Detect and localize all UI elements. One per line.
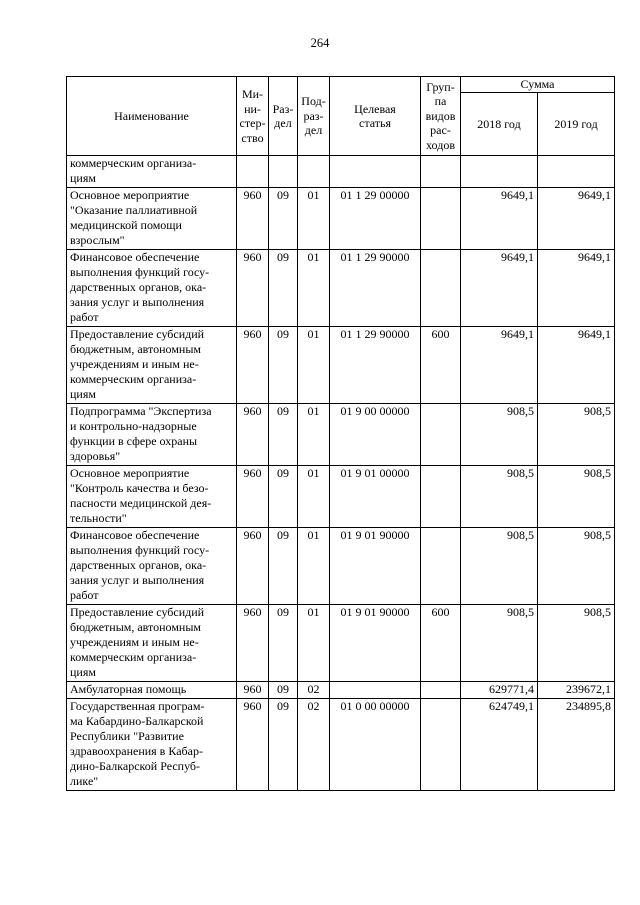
cell-name: Предоставление субсидий бюджетным, автономным учреждениям и иным не- коммерческим организа- циям <box>67 605 237 682</box>
cell-ministry: 960 <box>237 327 269 404</box>
header-year-2019: 2019 год <box>538 93 615 156</box>
cell-target: 01 1 29 90000 <box>330 250 421 327</box>
cell-subsection: 01 <box>298 466 330 528</box>
table-row <box>67 188 615 250</box>
cell-ministry: 960 <box>237 404 269 466</box>
cell-expense-group <box>421 699 461 791</box>
cell-section: 09 <box>269 327 298 404</box>
budget-table <box>66 76 615 791</box>
cell-target <box>330 682 421 699</box>
cell-section: 09 <box>269 188 298 250</box>
cell-target: 01 1 29 00000 <box>330 188 421 250</box>
table-row <box>67 250 615 327</box>
cell-sum-2019: 239672,1 <box>538 682 615 699</box>
cell-sum-2019: 908,5 <box>538 466 615 528</box>
cell-target: 01 9 00 00000 <box>330 404 421 466</box>
cell-section: 09 <box>269 466 298 528</box>
cell-ministry: 960 <box>237 250 269 327</box>
cell-sum-2019: 908,5 <box>538 605 615 682</box>
cell-sum-2018: 9649,1 <box>461 327 538 404</box>
cell-sum-2019: 908,5 <box>538 528 615 605</box>
cell-target: 01 0 00 00000 <box>330 699 421 791</box>
cell-name: Амбулаторная помощь <box>67 682 237 699</box>
cell-expense-group <box>421 250 461 327</box>
cell-expense-group: 600 <box>421 327 461 404</box>
header-name: Наименование <box>67 77 237 156</box>
cell-target <box>330 156 421 188</box>
table-row <box>67 699 615 791</box>
table-body <box>67 156 615 791</box>
cell-sum-2018: 9649,1 <box>461 188 538 250</box>
cell-ministry: 960 <box>237 188 269 250</box>
table-row <box>67 404 615 466</box>
cell-expense-group <box>421 682 461 699</box>
cell-name: Основное мероприятие "Оказание паллиативной медицинской помощи взрослым" <box>67 188 237 250</box>
cell-subsection: 01 <box>298 327 330 404</box>
page-number: 264 <box>310 36 330 50</box>
cell-section: 09 <box>269 404 298 466</box>
table-header <box>67 77 615 156</box>
cell-sum-2018: 9649,1 <box>461 250 538 327</box>
cell-name: Государственная програм- ма Кабардино-Балкарской Республики "Развитие здравоохранения в Кабар- дино-Балкарской Респуб- лике" <box>67 699 237 791</box>
cell-section: 09 <box>269 250 298 327</box>
cell-sum-2018 <box>461 156 538 188</box>
cell-ministry: 960 <box>237 699 269 791</box>
table-row <box>67 682 615 699</box>
cell-target: 01 9 01 00000 <box>330 466 421 528</box>
cell-section: 09 <box>269 605 298 682</box>
cell-name: Предоставление субсидий бюджетным, автономным учреждениям и иным не- коммерческим организа- циям <box>67 327 237 404</box>
cell-ministry: 960 <box>237 466 269 528</box>
cell-expense-group <box>421 156 461 188</box>
cell-expense-group: 600 <box>421 605 461 682</box>
cell-expense-group <box>421 404 461 466</box>
cell-name: Финансовое обеспечение выполнения функций госу- дарственных органов, ока- зания услуг и выполнения работ <box>67 250 237 327</box>
cell-ministry: 960 <box>237 605 269 682</box>
cell-expense-group <box>421 466 461 528</box>
cell-sum-2019: 9649,1 <box>538 188 615 250</box>
cell-expense-group <box>421 528 461 605</box>
cell-sum-2018: 908,5 <box>461 605 538 682</box>
cell-sum-2019 <box>538 156 615 188</box>
cell-subsection: 02 <box>298 699 330 791</box>
cell-name: Основное мероприятие "Контроль качества и безо- пасности медицинской дея- тельности" <box>67 466 237 528</box>
cell-ministry <box>237 156 269 188</box>
cell-section: 09 <box>269 699 298 791</box>
table-row <box>67 605 615 682</box>
cell-section: 09 <box>269 528 298 605</box>
header-sum: Сумма <box>461 77 615 93</box>
cell-target: 01 1 29 90000 <box>330 327 421 404</box>
table-row <box>67 528 615 605</box>
cell-name: коммерческим организа- циям <box>67 156 237 188</box>
cell-target: 01 9 01 90000 <box>330 605 421 682</box>
cell-sum-2019: 9649,1 <box>538 327 615 404</box>
cell-subsection: 02 <box>298 682 330 699</box>
header-subsection: Под- раз- дел <box>298 77 330 156</box>
header-section: Раз- дел <box>269 77 298 156</box>
cell-sum-2018: 908,5 <box>461 528 538 605</box>
header-ministry: Ми- ни- стер- ство <box>237 77 269 156</box>
cell-sum-2019: 9649,1 <box>538 250 615 327</box>
header-year-2018: 2018 год <box>461 93 538 156</box>
table-row <box>67 156 615 188</box>
cell-ministry: 960 <box>237 528 269 605</box>
cell-subsection: 01 <box>298 250 330 327</box>
cell-expense-group <box>421 188 461 250</box>
header-expense-group: Груп- па видов рас- ходов <box>421 77 461 156</box>
cell-subsection <box>298 156 330 188</box>
cell-subsection: 01 <box>298 528 330 605</box>
cell-ministry: 960 <box>237 682 269 699</box>
cell-sum-2018: 624749,1 <box>461 699 538 791</box>
cell-sum-2019: 908,5 <box>538 404 615 466</box>
cell-sum-2019: 234895,8 <box>538 699 615 791</box>
cell-name: Подпрограмма "Экспертиза и контрольно-надзорные функции в сфере охраны здоровья" <box>67 404 237 466</box>
cell-subsection: 01 <box>298 605 330 682</box>
cell-subsection: 01 <box>298 404 330 466</box>
cell-sum-2018: 629771,4 <box>461 682 538 699</box>
cell-subsection: 01 <box>298 188 330 250</box>
cell-sum-2018: 908,5 <box>461 466 538 528</box>
table-row <box>67 466 615 528</box>
cell-section <box>269 156 298 188</box>
cell-name: Финансовое обеспечение выполнения функций госу- дарственных органов, ока- зания услуг и выполнения работ <box>67 528 237 605</box>
cell-section: 09 <box>269 682 298 699</box>
cell-sum-2018: 908,5 <box>461 404 538 466</box>
table-row <box>67 327 615 404</box>
cell-target: 01 9 01 90000 <box>330 528 421 605</box>
header-target: Целевая статья <box>330 77 421 156</box>
